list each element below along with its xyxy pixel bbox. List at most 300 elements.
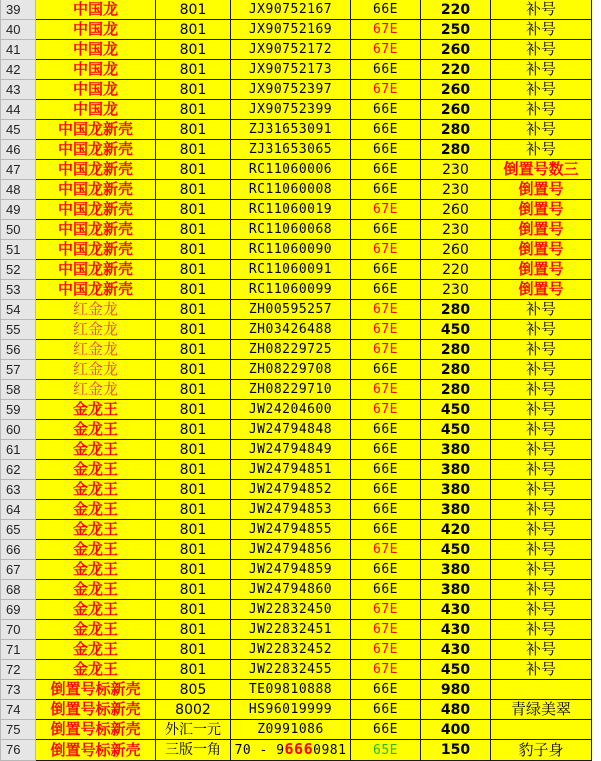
cell-serial[interactable] (231, 580, 351, 600)
cell-note[interactable] (491, 140, 592, 160)
table-row (1, 260, 592, 280)
cell-value[interactable] (421, 580, 491, 600)
cell-value[interactable] (421, 420, 491, 440)
cell-serial[interactable] (231, 320, 351, 340)
cell-serial[interactable] (231, 440, 351, 460)
value-label: 280 (440, 361, 471, 378)
cell-face[interactable] (156, 220, 231, 240)
row-header[interactable]: 45 (1, 120, 36, 140)
cell-face[interactable] (156, 420, 231, 440)
cell-code[interactable] (351, 260, 421, 280)
cell-note[interactable] (491, 340, 592, 360)
cell-value[interactable] (421, 240, 491, 260)
row-header[interactable]: 71 (1, 640, 36, 660)
cell-note[interactable] (491, 500, 592, 520)
cell-face[interactable] (156, 540, 231, 560)
cell-serial[interactable] (231, 220, 351, 240)
cell-code[interactable] (351, 560, 421, 580)
cell-note[interactable] (491, 200, 592, 220)
table-row (1, 440, 592, 460)
cell-value[interactable] (421, 560, 491, 580)
cell-note[interactable] (491, 640, 592, 660)
cell-note[interactable] (491, 700, 592, 720)
row-header[interactable]: 63 (1, 480, 36, 500)
note-name-label: 金龙王 (72, 600, 118, 618)
cell-value[interactable] (421, 500, 491, 520)
cell-name[interactable] (36, 520, 156, 540)
cell-face[interactable] (156, 660, 231, 680)
cell-value[interactable] (421, 660, 491, 680)
cell-serial[interactable] (231, 400, 351, 420)
cell-code[interactable] (351, 140, 421, 160)
note-label: 补号 (525, 660, 556, 678)
cell-code[interactable] (351, 600, 421, 620)
cell-note[interactable] (491, 420, 592, 440)
note-name-label: 中国龙 (57, 220, 103, 238)
cell-face[interactable] (156, 100, 231, 120)
cell-note[interactable] (491, 740, 592, 761)
cell-serial[interactable] (231, 380, 351, 400)
cell-value[interactable] (421, 280, 491, 300)
value-label: 450 (440, 541, 471, 558)
row-header[interactable]: 41 (1, 40, 36, 60)
cell-serial[interactable] (231, 740, 351, 761)
cell-name[interactable] (36, 640, 156, 660)
serial-label: RC11060068 (248, 222, 333, 237)
cell-code[interactable] (351, 520, 421, 540)
cell-serial[interactable] (231, 280, 351, 300)
cell-code[interactable] (351, 440, 421, 460)
cell-face[interactable] (156, 260, 231, 280)
cell-code[interactable] (351, 700, 421, 720)
cell-name[interactable] (36, 340, 156, 360)
row-header[interactable]: 48 (1, 180, 36, 200)
cell-code[interactable] (351, 460, 421, 480)
cell-name[interactable] (36, 140, 156, 160)
cell-code[interactable] (351, 720, 421, 740)
cell-value[interactable] (421, 300, 491, 320)
cell-name[interactable] (36, 740, 156, 761)
cell-code[interactable] (351, 300, 421, 320)
cell-name[interactable] (36, 660, 156, 680)
cell-code[interactable] (351, 540, 421, 560)
cell-value[interactable] (421, 640, 491, 660)
cell-code[interactable] (351, 640, 421, 660)
row-header[interactable]: 74 (1, 700, 36, 720)
cell-value[interactable] (421, 180, 491, 200)
cell-name[interactable] (36, 500, 156, 520)
cell-name[interactable] (36, 720, 156, 740)
cell-note[interactable] (491, 520, 592, 540)
cell-value[interactable] (421, 540, 491, 560)
cell-face[interactable] (156, 140, 231, 160)
cell-value[interactable] (421, 120, 491, 140)
table-body (1, 0, 592, 761)
row-header[interactable]: 44 (1, 100, 36, 120)
cell-note[interactable] (491, 720, 592, 740)
cell-value[interactable] (421, 620, 491, 640)
cell-face[interactable] (156, 480, 231, 500)
cell-note[interactable] (491, 300, 592, 320)
cell-note[interactable] (491, 600, 592, 620)
cell-serial[interactable] (231, 500, 351, 520)
cell-face[interactable] (156, 320, 231, 340)
cell-serial[interactable] (231, 520, 351, 540)
cell-serial[interactable] (231, 680, 351, 700)
cell-code[interactable] (351, 400, 421, 420)
row-header[interactable]: 50 (1, 220, 36, 240)
value-label: 280 (440, 121, 471, 138)
cell-name[interactable] (36, 200, 156, 220)
cell-code[interactable] (351, 480, 421, 500)
cell-name[interactable] (36, 620, 156, 640)
cell-note[interactable] (491, 440, 592, 460)
cell-face[interactable] (156, 200, 231, 220)
cell-name[interactable] (36, 400, 156, 420)
row-header[interactable]: 40 (1, 20, 36, 40)
cell-name[interactable] (36, 180, 156, 200)
cell-face[interactable] (156, 240, 231, 260)
cell-name[interactable] (36, 220, 156, 240)
table-row (1, 660, 592, 680)
cell-serial[interactable] (231, 720, 351, 740)
cell-code[interactable] (351, 620, 421, 640)
cell-note[interactable] (491, 40, 592, 60)
table-row (1, 480, 592, 500)
cell-value[interactable] (421, 680, 491, 700)
cell-name[interactable] (36, 100, 156, 120)
cell-serial[interactable] (231, 360, 351, 380)
cell-face[interactable] (156, 160, 231, 180)
cell-face[interactable] (156, 340, 231, 360)
cell-code[interactable] (351, 220, 421, 240)
note-name-label: 金龙王 (72, 440, 118, 458)
cell-face[interactable] (156, 740, 231, 761)
note-label: 补号 (525, 480, 556, 498)
cell-face[interactable] (156, 700, 231, 720)
cell-note[interactable] (491, 540, 592, 560)
cell-name[interactable] (36, 300, 156, 320)
cell-serial[interactable] (231, 420, 351, 440)
cell-note[interactable] (491, 620, 592, 640)
cell-face[interactable] (156, 0, 231, 20)
cell-name[interactable] (36, 560, 156, 580)
cell-value[interactable] (421, 220, 491, 240)
cell-serial[interactable] (231, 180, 351, 200)
cell-face[interactable] (156, 680, 231, 700)
cell-serial[interactable] (231, 60, 351, 80)
cell-note[interactable] (491, 180, 592, 200)
cell-note[interactable] (491, 560, 592, 580)
cell-serial[interactable] (231, 660, 351, 680)
cell-face[interactable] (156, 300, 231, 320)
cell-face[interactable] (156, 720, 231, 740)
cell-name[interactable] (36, 80, 156, 100)
row-header[interactable]: 68 (1, 580, 36, 600)
cell-face[interactable] (156, 580, 231, 600)
cell-code[interactable] (351, 680, 421, 700)
row-header[interactable]: 58 (1, 380, 36, 400)
cell-note[interactable] (491, 120, 592, 140)
cell-serial[interactable] (231, 40, 351, 60)
cell-face[interactable] (156, 60, 231, 80)
cell-code[interactable] (351, 660, 421, 680)
serial-label: JW24794859 (248, 562, 333, 577)
cell-note[interactable] (491, 280, 592, 300)
serial-label: JW24794852 (248, 482, 333, 497)
cell-name[interactable] (36, 680, 156, 700)
cell-name[interactable] (36, 700, 156, 720)
value-label: 280 (440, 341, 471, 358)
cell-serial[interactable] (231, 300, 351, 320)
cell-code[interactable] (351, 60, 421, 80)
cell-value[interactable] (421, 460, 491, 480)
cell-face[interactable] (156, 440, 231, 460)
row-header[interactable]: 52 (1, 260, 36, 280)
cell-serial[interactable] (231, 460, 351, 480)
cell-face[interactable] (156, 520, 231, 540)
cell-face[interactable] (156, 120, 231, 140)
cell-name[interactable] (36, 120, 156, 140)
cell-code[interactable] (351, 580, 421, 600)
row-header[interactable]: 64 (1, 500, 36, 520)
cell-value[interactable] (421, 140, 491, 160)
cell-note[interactable] (491, 480, 592, 500)
cell-value[interactable] (421, 320, 491, 340)
cell-face[interactable] (156, 500, 231, 520)
cell-value[interactable] (421, 740, 491, 761)
row-header[interactable]: 61 (1, 440, 36, 460)
value-label: 280 (440, 141, 471, 158)
cell-name[interactable] (36, 600, 156, 620)
cell-value[interactable] (421, 400, 491, 420)
face-label: 801 (179, 61, 207, 78)
row-header[interactable]: 43 (1, 80, 36, 100)
row-header[interactable]: 69 (1, 600, 36, 620)
code-label: 65E (373, 742, 398, 758)
cell-serial[interactable] (231, 140, 351, 160)
cell-name[interactable] (36, 480, 156, 500)
cell-name[interactable] (36, 320, 156, 340)
cell-value[interactable] (421, 80, 491, 100)
note-label: 补号 (525, 0, 556, 18)
cell-note[interactable] (491, 240, 592, 260)
row-header[interactable]: 67 (1, 560, 36, 580)
cell-name[interactable] (36, 260, 156, 280)
cell-note[interactable] (491, 400, 592, 420)
table-row (1, 740, 592, 761)
cell-code[interactable] (351, 320, 421, 340)
row-header[interactable]: 60 (1, 420, 36, 440)
cell-name[interactable] (36, 20, 156, 40)
cell-code[interactable] (351, 500, 421, 520)
cell-value[interactable] (421, 380, 491, 400)
cell-face[interactable] (156, 600, 231, 620)
cell-note[interactable] (491, 20, 592, 40)
row-header[interactable]: 47 (1, 160, 36, 180)
cell-name[interactable] (36, 380, 156, 400)
row-header[interactable]: 75 (1, 720, 36, 740)
cell-name[interactable] (36, 160, 156, 180)
cell-value[interactable] (421, 440, 491, 460)
cell-value[interactable] (421, 260, 491, 280)
cell-serial[interactable] (231, 540, 351, 560)
cell-code[interactable] (351, 100, 421, 120)
cell-code[interactable] (351, 160, 421, 180)
cell-name[interactable] (36, 240, 156, 260)
cell-code[interactable] (351, 20, 421, 40)
row-header[interactable]: 54 (1, 300, 36, 320)
cell-value[interactable] (421, 340, 491, 360)
cell-value[interactable] (421, 160, 491, 180)
cell-name[interactable] (36, 280, 156, 300)
cell-face[interactable] (156, 80, 231, 100)
note-name-label: 金龙王 (72, 400, 118, 418)
row-header[interactable]: 42 (1, 60, 36, 80)
row-header[interactable]: 62 (1, 460, 36, 480)
face-label: 805 (179, 681, 207, 698)
cell-note[interactable] (491, 60, 592, 80)
cell-code[interactable] (351, 340, 421, 360)
cell-value[interactable] (421, 520, 491, 540)
cell-code[interactable] (351, 380, 421, 400)
cell-code[interactable] (351, 280, 421, 300)
note-label: 倒置号 (518, 240, 564, 258)
row-header[interactable]: 59 (1, 400, 36, 420)
row-header[interactable]: 53 (1, 280, 36, 300)
cell-note[interactable] (491, 260, 592, 280)
row-header[interactable]: 66 (1, 540, 36, 560)
cell-name[interactable] (36, 40, 156, 60)
cell-face[interactable] (156, 40, 231, 60)
row-header[interactable]: 73 (1, 680, 36, 700)
cell-serial[interactable] (231, 160, 351, 180)
cell-code[interactable] (351, 40, 421, 60)
value-label: 450 (440, 321, 471, 338)
cell-code[interactable] (351, 180, 421, 200)
cell-serial[interactable] (231, 620, 351, 640)
cell-code[interactable] (351, 0, 421, 20)
cell-name[interactable] (36, 420, 156, 440)
cell-code[interactable] (351, 200, 421, 220)
cell-value[interactable] (421, 720, 491, 740)
row-header[interactable]: 70 (1, 620, 36, 640)
row-header[interactable]: 57 (1, 360, 36, 380)
row-header[interactable]: 49 (1, 200, 36, 220)
cell-note[interactable] (491, 660, 592, 680)
cell-name[interactable] (36, 60, 156, 80)
cell-note[interactable] (491, 100, 592, 120)
row-header[interactable]: 76 (1, 740, 36, 761)
cell-serial[interactable] (231, 260, 351, 280)
cell-serial[interactable] (231, 80, 351, 100)
cell-code[interactable] (351, 740, 421, 761)
cell-face[interactable] (156, 620, 231, 640)
cell-name[interactable] (36, 0, 156, 20)
row-header[interactable]: 72 (1, 660, 36, 680)
cell-serial[interactable] (231, 20, 351, 40)
cell-value[interactable] (421, 480, 491, 500)
cell-value[interactable] (421, 100, 491, 120)
cell-value[interactable] (421, 200, 491, 220)
value-label: 260 (440, 81, 471, 98)
cell-face[interactable] (156, 400, 231, 420)
cell-serial[interactable] (231, 200, 351, 220)
cell-code[interactable] (351, 420, 421, 440)
cell-name[interactable] (36, 540, 156, 560)
note-label: 补号 (525, 20, 556, 38)
cell-note[interactable] (491, 80, 592, 100)
cell-note[interactable] (491, 460, 592, 480)
cell-code[interactable] (351, 360, 421, 380)
code-label: 67E (373, 342, 398, 357)
cell-value[interactable] (421, 360, 491, 380)
cell-value[interactable] (421, 60, 491, 80)
cell-value[interactable] (421, 600, 491, 620)
cell-note[interactable] (491, 380, 592, 400)
row-header[interactable]: 55 (1, 320, 36, 340)
row-header[interactable]: 46 (1, 140, 36, 160)
cell-code[interactable] (351, 80, 421, 100)
cell-serial[interactable] (231, 240, 351, 260)
cell-value[interactable] (421, 20, 491, 40)
cell-serial[interactable] (231, 100, 351, 120)
row-header[interactable]: 65 (1, 520, 36, 540)
cell-note[interactable] (491, 320, 592, 340)
face-label: 三版一角 (165, 742, 221, 758)
cell-note[interactable] (491, 680, 592, 700)
cell-serial[interactable] (231, 120, 351, 140)
cell-note[interactable] (491, 160, 592, 180)
cell-face[interactable] (156, 380, 231, 400)
cell-code[interactable] (351, 120, 421, 140)
cell-value[interactable] (421, 40, 491, 60)
row-header[interactable]: 56 (1, 340, 36, 360)
row-header[interactable]: 51 (1, 240, 36, 260)
cell-note[interactable] (491, 360, 592, 380)
cell-name[interactable] (36, 360, 156, 380)
cell-serial[interactable] (231, 0, 351, 20)
cell-value[interactable] (421, 700, 491, 720)
cell-note[interactable] (491, 580, 592, 600)
cell-serial[interactable] (231, 700, 351, 720)
cell-name[interactable] (36, 460, 156, 480)
cell-face[interactable] (156, 560, 231, 580)
cell-code[interactable] (351, 240, 421, 260)
cell-face[interactable] (156, 460, 231, 480)
serial-label: JW22832455 (248, 662, 333, 677)
cell-serial[interactable] (231, 600, 351, 620)
cell-face[interactable] (156, 180, 231, 200)
cell-serial[interactable] (231, 640, 351, 660)
cell-value[interactable] (421, 0, 491, 20)
cell-note[interactable] (491, 0, 592, 20)
cell-serial[interactable] (231, 340, 351, 360)
cell-name[interactable] (36, 580, 156, 600)
row-header[interactable]: 39 (1, 0, 36, 20)
serial-label: RC11060090 (248, 242, 333, 257)
code-label: 66E (373, 582, 398, 597)
cell-serial[interactable] (231, 480, 351, 500)
cell-face[interactable] (156, 360, 231, 380)
cell-face[interactable] (156, 280, 231, 300)
cell-face[interactable] (156, 20, 231, 40)
cell-serial[interactable] (231, 560, 351, 580)
code-label: 66E (373, 182, 398, 197)
cell-name[interactable] (36, 440, 156, 460)
cell-face[interactable] (156, 640, 231, 660)
cell-note[interactable] (491, 220, 592, 240)
